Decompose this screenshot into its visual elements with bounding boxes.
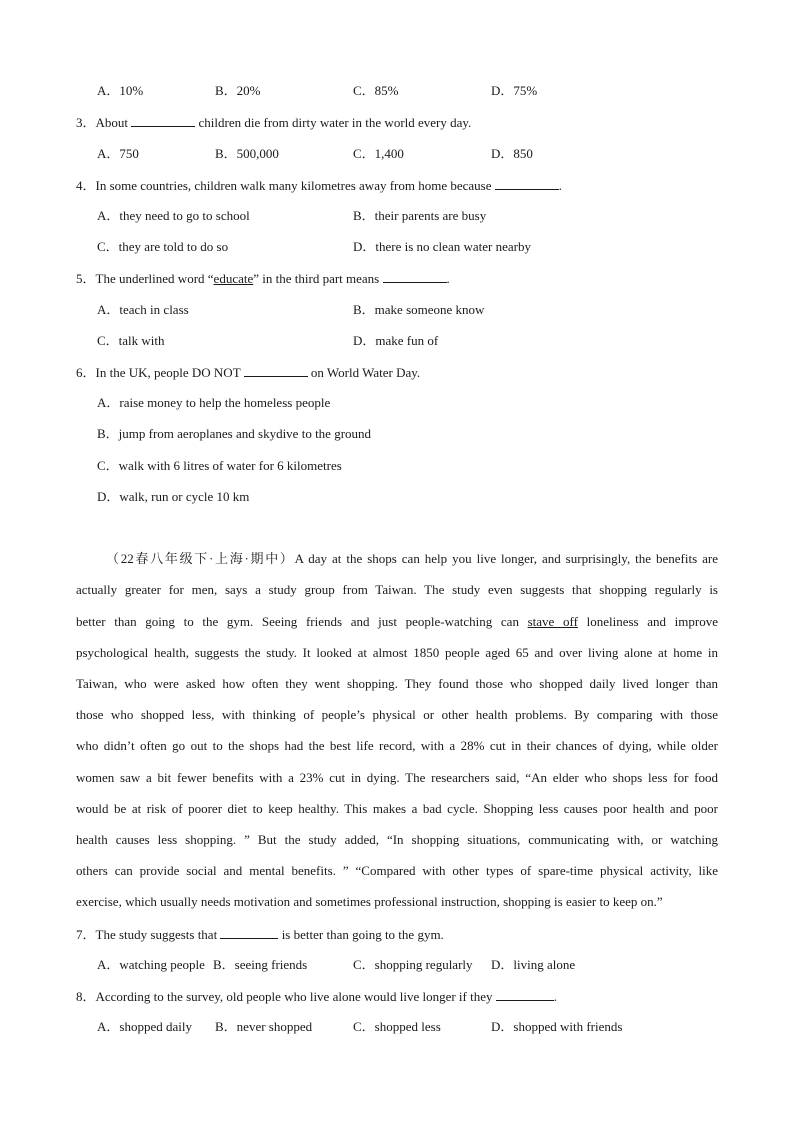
passage-line: women saw a bit fewer benefits with a 23% cut in dying. The researchers said, “An elder who shops less for food — [76, 770, 718, 785]
answer-blank — [220, 926, 278, 939]
option-b: B．500,000 — [215, 146, 279, 161]
option-b: B．make someone know — [353, 302, 485, 317]
option-d: D．850 — [491, 146, 533, 161]
answer-blank — [131, 114, 195, 127]
q3-pre: 3．About — [76, 115, 132, 130]
passage-line: （22春八年级下·上海·期中）A day at the shops can help you live longer, and surprisingly, the benefits are — [106, 551, 718, 566]
q8-pre: 8．According to the survey, old people who live alone would live longer if they — [76, 989, 496, 1004]
option-d: D．walk, run or cycle 10 km — [97, 489, 250, 504]
option-a: A．teach in class — [97, 302, 189, 317]
passage-line: psychological health, suggests the study. It looked at almost 1850 people aged 65 and over living alone at home in — [76, 645, 718, 660]
option-a: A．they need to go to school — [97, 208, 250, 223]
q5-mid: ” in the third part means — [253, 271, 383, 286]
answer-blank — [496, 988, 554, 1001]
option-a: A．raise money to help the homeless people — [97, 395, 331, 410]
option-d: D．make fun of — [353, 333, 439, 348]
option-b: B．jump from aeroplanes and skydive to the ground — [97, 426, 372, 441]
q6-pre: 6．In the UK, people DO NOT — [76, 365, 244, 380]
option-d: D．living alone — [491, 957, 576, 972]
option-b: B．20% — [215, 83, 261, 98]
passage-line: others can provide social and mental benefits. ” “Compared with other types of spare-time physical activity, like — [76, 863, 718, 878]
option-b: B．their parents are busy — [353, 208, 487, 223]
question-4-stem — [76, 177, 562, 194]
answer-blank — [244, 364, 308, 377]
passage-line-with-underline — [76, 614, 718, 630]
question-7-stem — [76, 926, 444, 943]
passage-line: health causes less shopping. ” But the study added, “In shopping situations, communicating with, or watching — [76, 832, 718, 847]
option-c: C．walk with 6 litres of water for 6 kilometres — [97, 458, 342, 473]
option-c: C．1,400 — [353, 146, 404, 161]
question-6-stem — [76, 364, 420, 381]
option-b: B．seeing friends — [213, 957, 308, 972]
passage-line: those who shopped less, with thinking of people’s physical or other health problems. By comparing with those — [76, 707, 718, 722]
passage-line: Taiwan, who were asked how often they went shopping. They found those who shopped daily lived longer than — [76, 676, 718, 691]
q7-pre: 7．The study suggests that — [76, 927, 221, 942]
passage-line: actually greater for men, says a study group from Taiwan. The study even suggests that shopping regularly is — [76, 582, 718, 597]
question-3-stem — [76, 114, 471, 131]
option-c: C．shopped less — [353, 1019, 441, 1034]
passage-text: better than going to the gym. Seeing friends and just people-watching can — [76, 614, 528, 629]
q6-post: on World Water Day. — [307, 365, 421, 380]
option-d: D．shopped with friends — [491, 1019, 623, 1034]
passage-line: would be at risk of poorer diet to keep healthy. This makes a bad cycle. Shopping less causes poor health and poor — [76, 801, 718, 816]
q5-pre: 5．The underlined word “ — [76, 271, 214, 286]
option-c: C．shopping regularly — [353, 957, 473, 972]
option-a: A．10% — [97, 83, 144, 98]
passage-text: loneliness and improve — [577, 614, 718, 629]
q8-post: . — [553, 989, 558, 1004]
option-b: B．never shopped — [215, 1019, 313, 1034]
passage-line: who didn’t often go out to the shops had the best life record, with a 28% cut in their chances of dying, while older — [76, 738, 718, 753]
q4-pre: 4．In some countries, children walk many kilometres away from home because — [76, 178, 495, 193]
answer-blank — [383, 270, 447, 283]
underlined-phrase: stave off — [527, 614, 578, 629]
underlined-word: educate — [213, 271, 254, 286]
q3-post: children die from dirty water in the world every day. — [195, 115, 472, 130]
option-c: C．talk with — [97, 333, 165, 348]
option-a: A．watching people — [97, 957, 205, 972]
option-a: A．750 — [97, 146, 139, 161]
q7-post: is better than going to the gym. — [278, 927, 444, 942]
option-d: D．there is no clean water nearby — [353, 239, 531, 254]
q4-post: . — [558, 178, 563, 193]
option-a: A．shopped daily — [97, 1019, 192, 1034]
question-8-stem — [76, 988, 557, 1005]
option-c: C．85% — [353, 83, 399, 98]
option-d: D．75% — [491, 83, 538, 98]
option-c: C．they are told to do so — [97, 239, 229, 254]
passage-line: exercise, which usually needs motivation and sometimes professional instruction, shopping is easier to keep on.” — [76, 894, 663, 909]
q5-post: . — [446, 271, 450, 286]
answer-blank — [495, 177, 559, 190]
question-5-stem — [76, 270, 450, 287]
